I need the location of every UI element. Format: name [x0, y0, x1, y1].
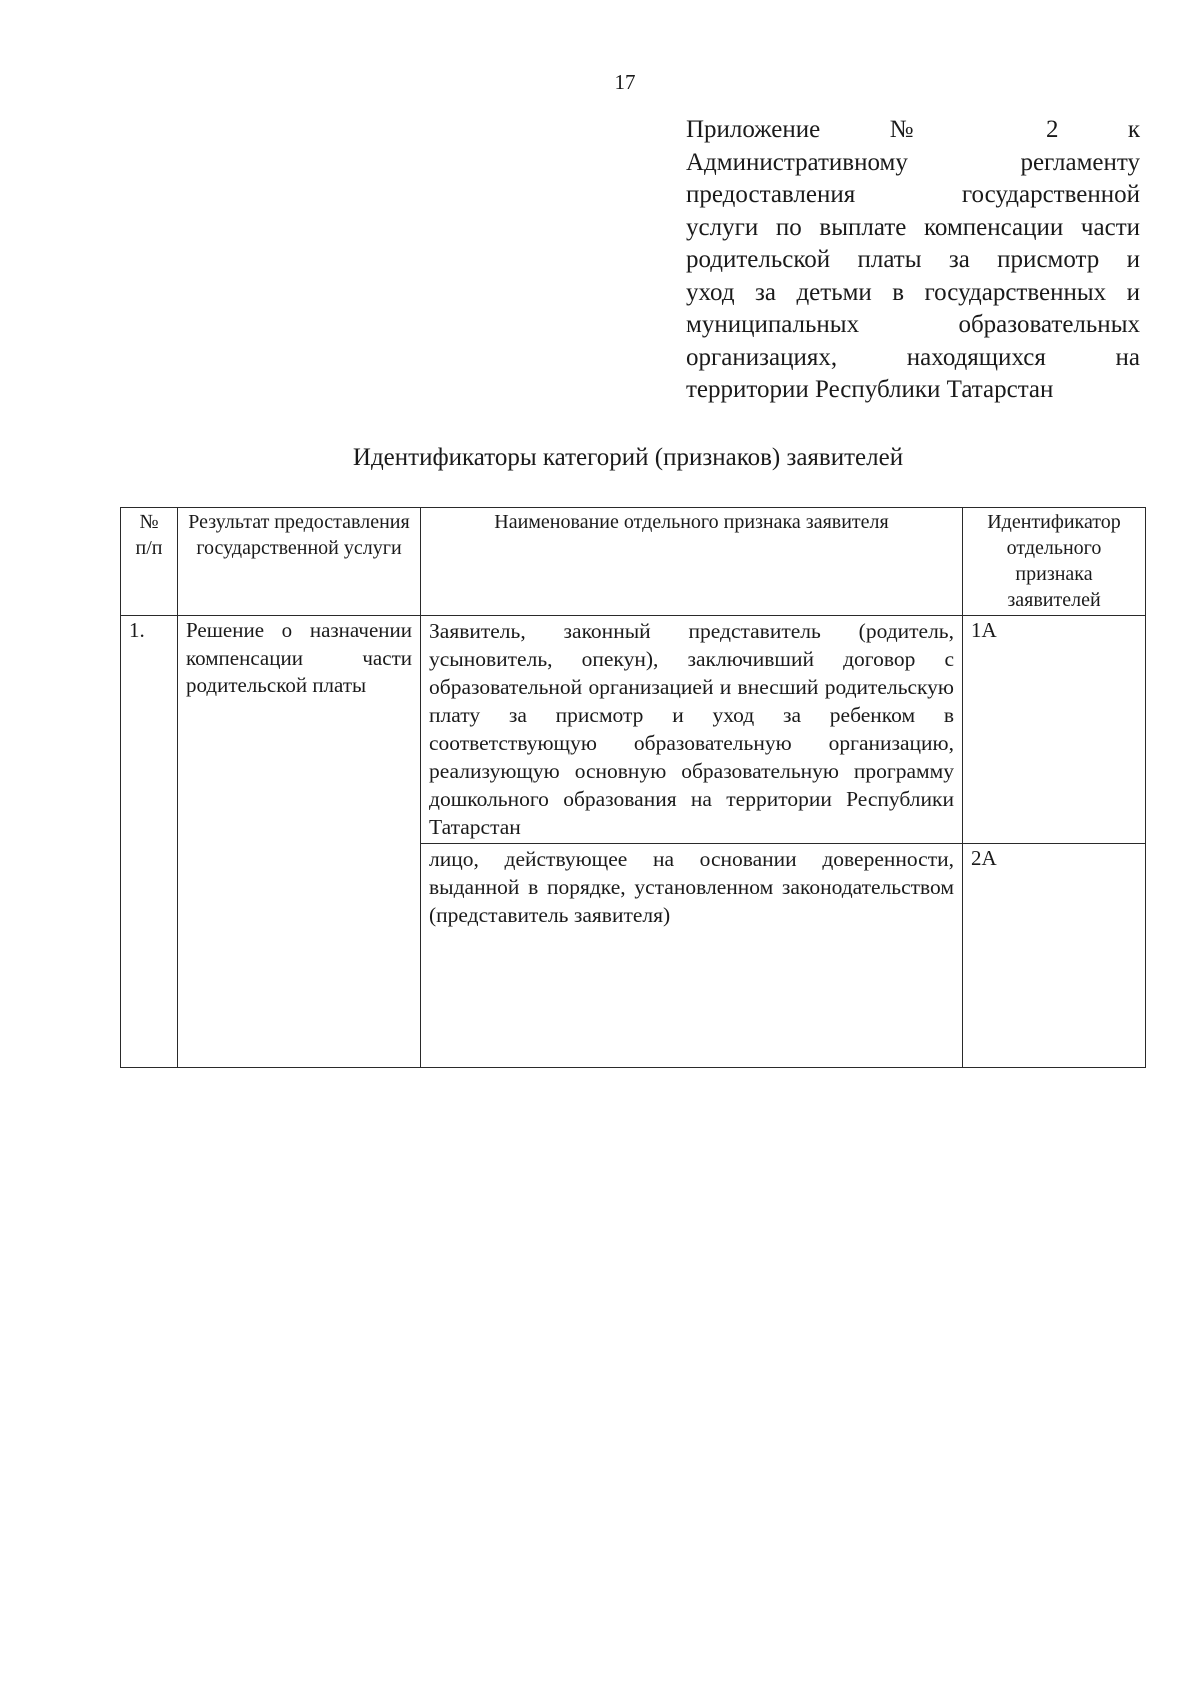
document-title: Идентификаторы категорий (признаков) заявителей	[352, 444, 904, 471]
header-number: № п/п	[121, 508, 178, 616]
row-result: Решение о назначении компенсации части родительской платы	[178, 616, 421, 1068]
identifiers-table	[120, 507, 1146, 1068]
page-number: 17	[614, 70, 636, 94]
header-attribute-name: Наименование отдельного признака заявителя	[421, 508, 963, 616]
attribute-identifier: 2А	[963, 844, 1146, 1068]
attribute-identifier: 1А	[963, 616, 1146, 844]
attribute-name: Заявитель, законный представитель (родитель, усыновитель, опекун), заключивший договор с образовательной организацией и внесший родительскую плату за присмотр и уход за ребенком в соответствующую образовательную организацию, реализующую основную образовательную программу дошкольного образования на территории Республики Татарстан	[421, 616, 963, 844]
appendix-line: Приложение № 2 к	[686, 116, 1140, 143]
appendix-line: Административному регламенту	[686, 148, 1140, 176]
appendix-line: территории Республики Татарстан	[686, 376, 1054, 403]
table-header-row	[121, 508, 1146, 616]
appendix-note	[686, 114, 1140, 407]
table-row	[121, 616, 1146, 844]
header-identifier: Идентификатор отдельного признака заявителей	[963, 508, 1146, 616]
header-result: Результат предоставления государственной услуги	[178, 508, 421, 616]
appendix-line: предоставления государственной	[686, 181, 1140, 208]
appendix-line: организациях, находящихся на	[686, 343, 1140, 371]
appendix-line: муниципальных образовательных	[686, 311, 1140, 338]
attribute-name: лицо, действующее на основании доверенности, выданной в порядке, установленном законодательством (представитель заявителя)	[421, 844, 963, 1068]
appendix-line: уход за детьми в государственных и	[686, 278, 1140, 306]
row-number: 1.	[121, 616, 178, 1068]
appendix-line: родительской платы за присмотр и	[686, 246, 1140, 273]
appendix-line: услуги по выплате компенсации части	[686, 213, 1140, 241]
